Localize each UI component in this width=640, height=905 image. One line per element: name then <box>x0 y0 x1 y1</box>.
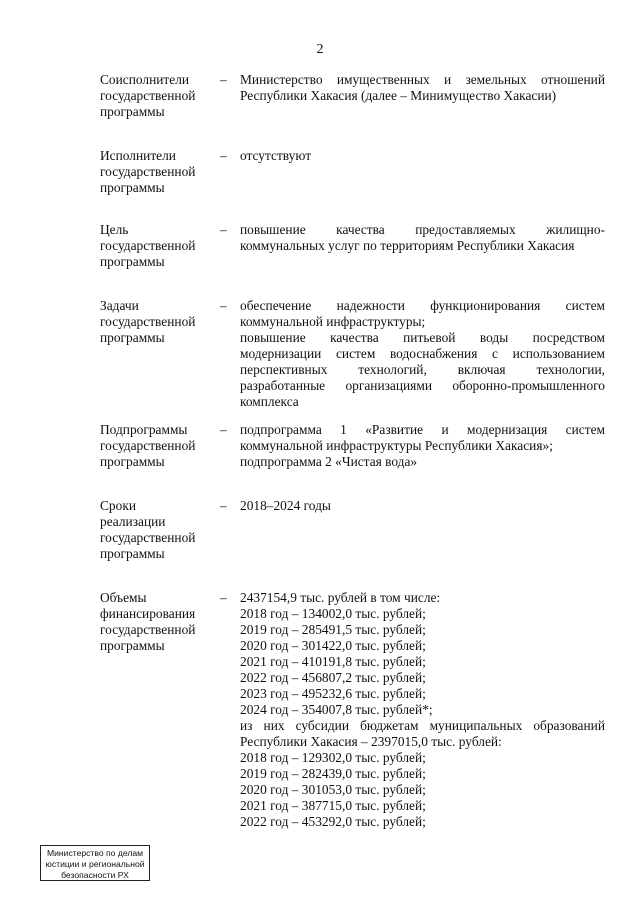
passport-row <box>100 148 605 196</box>
row-value-line: 2022 год – 453292,0 тыс. рублей; <box>240 814 426 829</box>
row-value-line: коммунальной инфраструктуры; <box>240 314 426 329</box>
row-label-line: Исполнители <box>100 148 176 163</box>
row-label-line: программы <box>100 104 165 119</box>
stamp-line: безопасности РХ <box>61 870 129 880</box>
row-label <box>100 148 220 196</box>
row-label-line: Цель <box>100 222 129 237</box>
row-value <box>240 422 605 470</box>
row-value <box>240 72 605 120</box>
row-value-line: 2020 год – 301053,0 тыс. рублей; <box>240 782 426 797</box>
row-value-line: 2023 год – 495232,6 тыс. рублей; <box>240 686 426 701</box>
dash-separator: – <box>220 590 227 605</box>
row-value-line: обеспечение надежности функционирования систем <box>240 298 605 313</box>
row-value-line: из них субсидии бюджетам муниципальных образований <box>240 718 605 733</box>
row-label <box>100 498 220 562</box>
row-label-line: программы <box>100 254 165 269</box>
row-label-line: государственной <box>100 164 196 179</box>
dash-separator: – <box>220 222 227 237</box>
row-value-line: 2019 год – 285491,5 тыс. рублей; <box>240 622 426 637</box>
row-label-line: программы <box>100 180 165 195</box>
row-label-line: Сроки <box>100 498 136 513</box>
dash-separator: – <box>220 298 227 313</box>
passport-row <box>100 498 605 562</box>
row-value-line: отсутствуют <box>240 148 312 163</box>
row-label <box>100 590 220 830</box>
row-label-line: программы <box>100 546 165 561</box>
passport-row <box>100 590 605 830</box>
row-label-line: программы <box>100 330 165 345</box>
row-label <box>100 72 220 120</box>
row-value-line: подпрограмма 2 «Чистая вода» <box>240 454 418 469</box>
row-label <box>100 222 220 270</box>
row-value <box>240 498 605 562</box>
row-label-line: реализации <box>100 514 166 529</box>
row-value-line: 2019 год – 282439,0 тыс. рублей; <box>240 766 426 781</box>
dash-separator: – <box>220 498 227 513</box>
row-value <box>240 298 605 410</box>
row-value-line: комплекса <box>240 394 299 409</box>
row-value-line: Республики Хакасия – 2397015,0 тыс. рублей: <box>240 734 502 749</box>
row-label-line: финансирования <box>100 606 196 621</box>
passport-row <box>100 222 605 270</box>
row-value-line: 2437154,9 тыс. рублей в том числе: <box>240 590 441 605</box>
row-label-line: Объемы <box>100 590 147 605</box>
row-label-line: Подпрограммы <box>100 422 188 437</box>
row-value-line: коммунальной инфраструктуры Республики Хакасия»; <box>240 438 553 453</box>
row-label-line: государственной <box>100 530 196 545</box>
row-label-line: государственной <box>100 238 196 253</box>
row-value-line: модернизации систем водоснабжения с использованием <box>240 346 605 361</box>
row-value-line: повышение качества предоставляемых жилищно- <box>240 222 605 237</box>
stamp-line: Министерство по делам <box>46 848 144 858</box>
row-label-line: программы <box>100 638 165 653</box>
passport-row <box>100 422 605 470</box>
row-label-line: государственной <box>100 622 196 637</box>
page-number: 2 <box>316 42 324 57</box>
row-label-line: государственной <box>100 314 196 329</box>
passport-row <box>100 72 605 120</box>
row-value-line: 2018 год – 129302,0 тыс. рублей; <box>240 750 426 765</box>
row-value-line: перспективных технологий, включая технологии, <box>240 362 605 377</box>
row-value <box>240 222 605 270</box>
row-value-line: подпрограмма 1 «Развитие и модернизация систем <box>240 422 605 437</box>
row-label <box>100 422 220 470</box>
row-label-line: Задачи <box>100 298 139 313</box>
row-value-line: 2021 год – 410191,8 тыс. рублей; <box>240 654 426 669</box>
row-value-line: 2021 год – 387715,0 тыс. рублей; <box>240 798 426 813</box>
row-label-line: государственной <box>100 438 196 453</box>
row-value-line: Министерство имущественных и земельных отношений <box>240 72 605 87</box>
row-value-line: 2024 год – 354007,8 тыс. рублей*; <box>240 702 433 717</box>
dash-separator: – <box>220 72 227 87</box>
dash-separator: – <box>220 422 227 437</box>
passport-row <box>100 298 605 410</box>
row-label-line: государственной <box>100 88 196 103</box>
row-value-line: 2022 год – 456807,2 тыс. рублей; <box>240 670 426 685</box>
dash-separator: – <box>220 148 227 163</box>
row-value-line: повышение качества питьевой воды посредством <box>240 330 605 345</box>
row-value-line: 2018 год – 134002,0 тыс. рублей; <box>240 606 426 621</box>
row-value-line: 2018–2024 годы <box>240 498 331 513</box>
stamp-line: юстиции и региональной <box>45 859 145 869</box>
row-value-line: коммунальных услуг по территориям Республики Хакасия <box>240 238 575 253</box>
row-label <box>100 298 220 410</box>
row-value-line: разработанные организациями оборонно-промышленного <box>240 378 605 393</box>
row-value-line: 2020 год – 301422,0 тыс. рублей; <box>240 638 426 653</box>
row-label-line: Соисполнители <box>100 72 190 87</box>
row-value <box>240 148 605 196</box>
registration-stamp <box>40 845 150 881</box>
row-value <box>240 590 605 830</box>
row-label-line: программы <box>100 454 165 469</box>
row-value-line: Республики Хакасия (далее – Минимущество Хакасии) <box>240 88 557 103</box>
